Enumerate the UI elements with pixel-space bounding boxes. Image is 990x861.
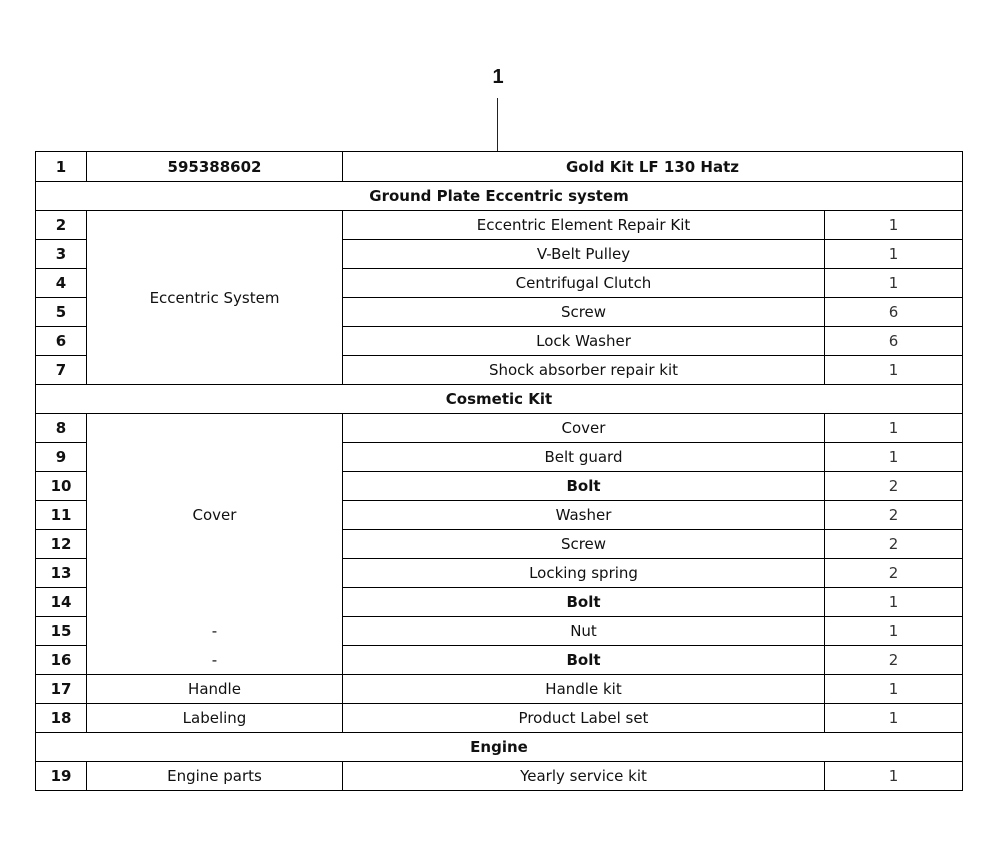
table-row [36, 356, 963, 385]
parts-table [35, 151, 963, 791]
item-group [87, 240, 343, 269]
item-number: 12 [36, 530, 87, 559]
section-cosmetic: Cosmetic Kit [36, 385, 963, 414]
item-description: Screw [343, 298, 825, 327]
table-row [36, 327, 963, 356]
item-description: Shock absorber repair kit [343, 356, 825, 385]
item-number: 15 [36, 617, 87, 646]
item-description: Product Label set [343, 704, 825, 733]
item-quantity: 6 [825, 327, 963, 356]
section-ground-plate: Ground Plate Eccentric system [36, 182, 963, 211]
item-group: Labeling [87, 704, 343, 733]
item-quantity: 2 [825, 646, 963, 675]
item-group [87, 530, 343, 559]
item-description: Eccentric Element Repair Kit [343, 211, 825, 240]
item-quantity: 1 [825, 675, 963, 704]
item-quantity: 2 [825, 530, 963, 559]
section-row [36, 733, 963, 762]
item-quantity: 1 [825, 443, 963, 472]
item-description: Lock Washer [343, 327, 825, 356]
table-row [36, 414, 963, 443]
item-description: Bolt [343, 646, 825, 675]
item-quantity: 1 [825, 617, 963, 646]
item-group [87, 327, 343, 356]
callout-number: 1 [492, 66, 504, 88]
item-description: Screw [343, 530, 825, 559]
table-row [36, 530, 963, 559]
table-row [36, 501, 963, 530]
item-group [87, 588, 343, 617]
item-quantity: 1 [825, 704, 963, 733]
item-number: 4 [36, 269, 87, 298]
item-group [87, 414, 343, 443]
callout-leader-line [497, 98, 498, 152]
item-quantity: 2 [825, 559, 963, 588]
item-quantity: 1 [825, 762, 963, 791]
kit-title: Gold Kit LF 130 Hatz [343, 152, 963, 182]
item-quantity: 1 [825, 588, 963, 617]
table-row [36, 443, 963, 472]
kit-part-number: 595388602 [87, 152, 343, 182]
item-group: - [87, 617, 343, 646]
item-description: Centrifugal Clutch [343, 269, 825, 298]
item-group [87, 559, 343, 588]
table-row [36, 762, 963, 791]
item-description: Handle kit [343, 675, 825, 704]
item-group-cover: Cover [87, 501, 343, 530]
item-number: 17 [36, 675, 87, 704]
section-engine: Engine [36, 733, 963, 762]
item-number: 7 [36, 356, 87, 385]
item-description: Bolt [343, 472, 825, 501]
item-group [87, 443, 343, 472]
item-group [87, 211, 343, 240]
item-quantity: 6 [825, 298, 963, 327]
item-number: 10 [36, 472, 87, 501]
item-group: Handle [87, 675, 343, 704]
item-description: Yearly service kit [343, 762, 825, 791]
item-number: 9 [36, 443, 87, 472]
item-quantity: 2 [825, 472, 963, 501]
item-number: 2 [36, 211, 87, 240]
item-description: Washer [343, 501, 825, 530]
item-description: Cover [343, 414, 825, 443]
table-row [36, 298, 963, 327]
item-number: 19 [36, 762, 87, 791]
section-row [36, 385, 963, 414]
item-group [87, 356, 343, 385]
kit-header-row [36, 152, 963, 182]
table-row [36, 675, 963, 704]
item-group [87, 472, 343, 501]
item-number: 5 [36, 298, 87, 327]
kit-number: 1 [36, 152, 87, 182]
section-row [36, 182, 963, 211]
item-number: 16 [36, 646, 87, 675]
item-group: Engine parts [87, 762, 343, 791]
item-number: 14 [36, 588, 87, 617]
item-description: Bolt [343, 588, 825, 617]
item-number: 8 [36, 414, 87, 443]
item-quantity: 1 [825, 269, 963, 298]
table-row [36, 559, 963, 588]
item-number: 11 [36, 501, 87, 530]
item-number: 13 [36, 559, 87, 588]
table-row [36, 704, 963, 733]
item-number: 18 [36, 704, 87, 733]
item-quantity: 1 [825, 240, 963, 269]
item-group: - [87, 646, 343, 675]
item-quantity: 1 [825, 211, 963, 240]
item-quantity: 1 [825, 414, 963, 443]
table-row [36, 588, 963, 617]
item-number: 3 [36, 240, 87, 269]
table-row [36, 240, 963, 269]
item-quantity: 1 [825, 356, 963, 385]
item-description: V-Belt Pulley [343, 240, 825, 269]
item-number: 6 [36, 327, 87, 356]
item-description: Nut [343, 617, 825, 646]
item-group-eccentric [87, 288, 343, 327]
item-description: Belt guard [343, 443, 825, 472]
item-quantity: 2 [825, 501, 963, 530]
table-row [36, 211, 963, 240]
group-label: Eccentric System [149, 288, 280, 307]
table-row [36, 472, 963, 501]
table-row [36, 617, 963, 646]
item-description: Locking spring [343, 559, 825, 588]
table-row [36, 646, 963, 675]
